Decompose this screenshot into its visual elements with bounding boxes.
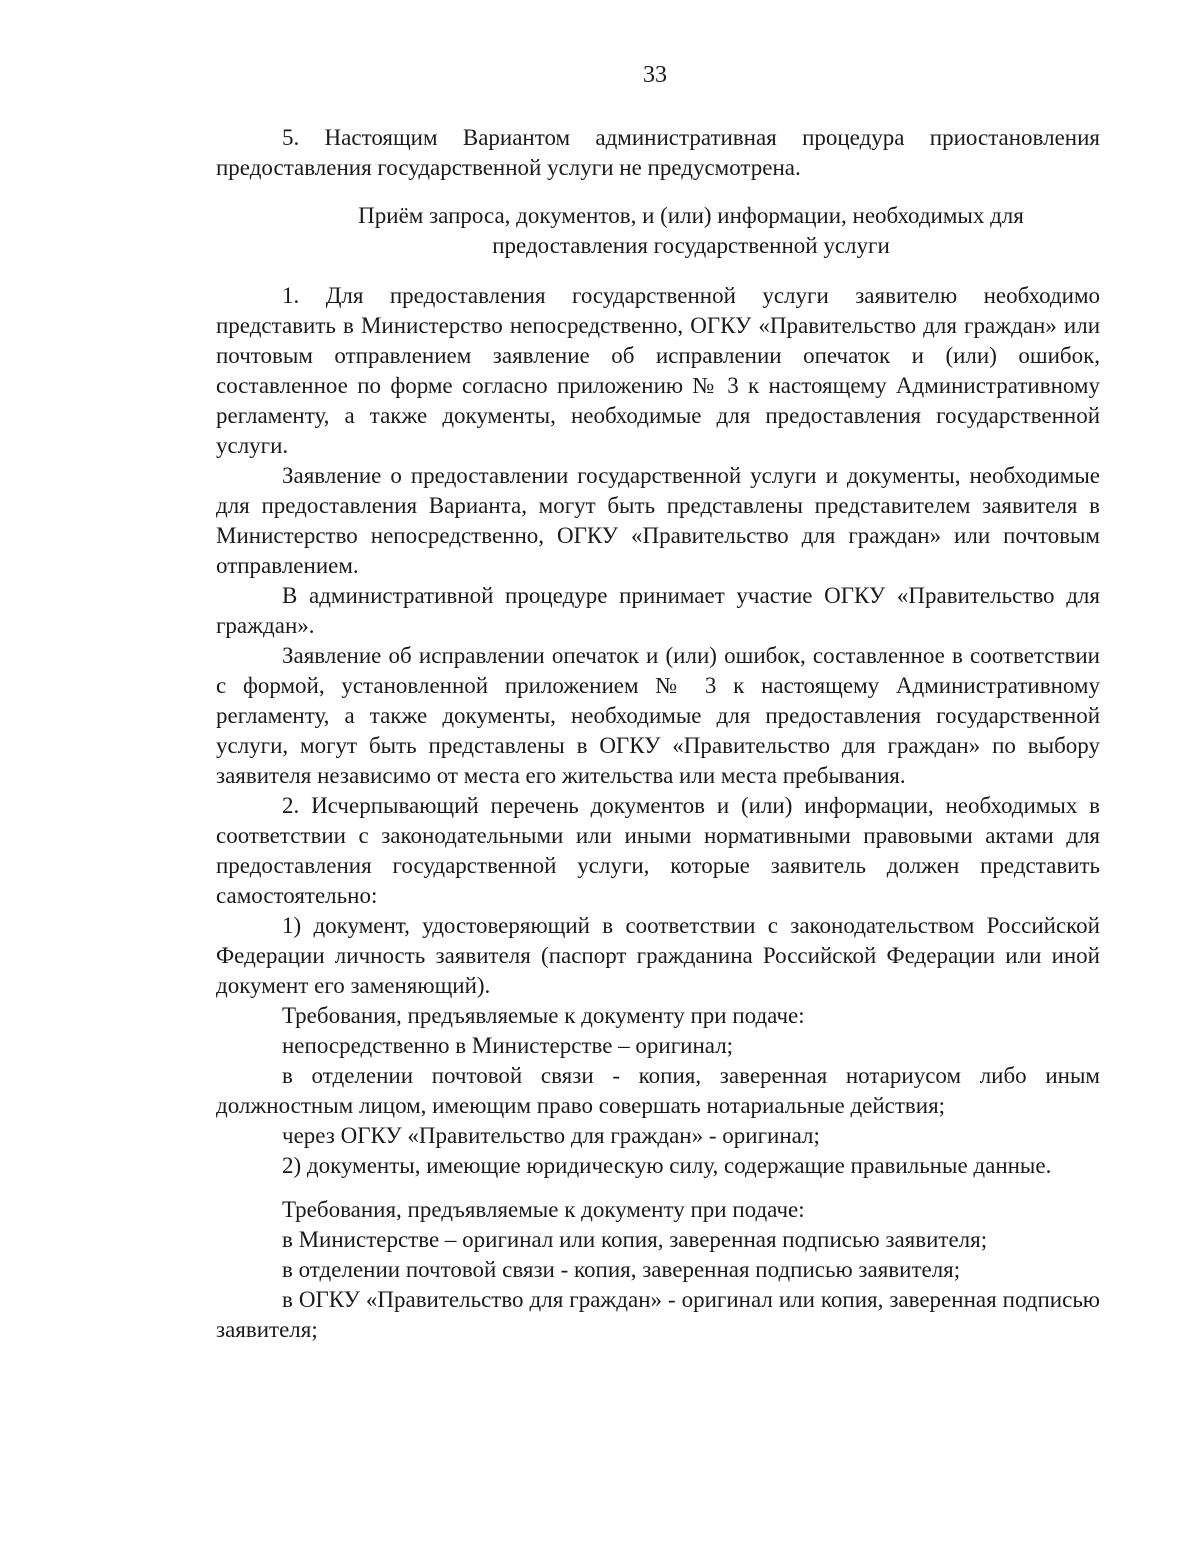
paragraph: В административной процедуре принимает участие ОГКУ «Правительство для граждан». xyxy=(216,583,1100,638)
paragraph: в отделении почтовой связи - копия, заверенная нотариусом либо иным должностным лицом, имеющим право совершать нотариальные действия; xyxy=(216,1063,1100,1118)
page-number: 33 xyxy=(643,62,667,88)
paragraph: в Министерстве – оригинал или копия, заверенная подписью заявителя; xyxy=(282,1227,988,1252)
paragraph: Требования, предъявляемые к документу при подаче: xyxy=(282,1197,805,1222)
paragraph: 1. Для предоставления государственной услуги заявителю необходимо представить в Министерство непосредственно, ОГКУ «Правительство для граждан» или почтовым отправлением заявление об исправлении опечаток и (или) ошибок, составленное по форме согласно приложению № 3 к настоящему Административному регламенту, а также документы, необходимые для предоставления государственной услуги. xyxy=(216,283,1100,458)
paragraph: в отделении почтовой связи - копия, заверенная подписью заявителя; xyxy=(282,1257,961,1282)
paragraph: Заявление о предоставлении государственной услуги и документы, необходимые для предоставления Варианта, могут быть представлены представителем заявителя в Министерство непосредственно, ОГКУ «Правительство для граждан» или почтовым отправлением. xyxy=(216,463,1100,578)
paragraph: в ОГКУ «Правительство для граждан» - оригинал или копия, заверенная подписью заявителя; xyxy=(216,1287,1100,1342)
paragraph: 2) документы, имеющие юридическую силу, содержащие правильные данные. xyxy=(282,1153,1052,1178)
document-body xyxy=(216,123,1100,1345)
paragraph: через ОГКУ «Правительство для граждан» - оригинал; xyxy=(282,1123,820,1148)
paragraph-suspension: 5. Настоящим Вариантом административная процедура приостановления предоставления государственной услуги не предусмотрена. xyxy=(216,125,1100,180)
paragraph: Заявление об исправлении опечаток и (или) ошибок, составленное в соответствии с формой, установленной приложением № 3 к настоящему Административному регламенту, а также документы, необходимые для предоставления государственной услуги, могут быть представлены в ОГКУ «Правительство для граждан» по выбору заявителя независимо от места его жительства или места пребывания. xyxy=(216,643,1100,788)
paragraph: 2. Исчерпывающий перечень документов и (или) информации, необходимых в соответствии с законодательными или иными нормативными правовыми актами для предоставления государственной услуги, которые заявитель должен представить самостоятельно: xyxy=(216,793,1100,908)
paragraph: непосредственно в Министерстве – оригинал; xyxy=(282,1033,734,1058)
section-heading-line-1: Приём запроса, документов, и (или) информации, необходимых для xyxy=(358,203,1024,228)
paragraph: Требования, предъявляемые к документу при подаче: xyxy=(282,1003,805,1028)
section-heading-line-2: предоставления государственной услуги xyxy=(492,233,890,258)
paragraph: 1) документ, удостоверяющий в соответствии с законодательством Российской Федерации личность заявителя (паспорт гражданина Российской Федерации или иной документ его заменяющий). xyxy=(216,913,1100,998)
section-heading xyxy=(216,201,1100,261)
